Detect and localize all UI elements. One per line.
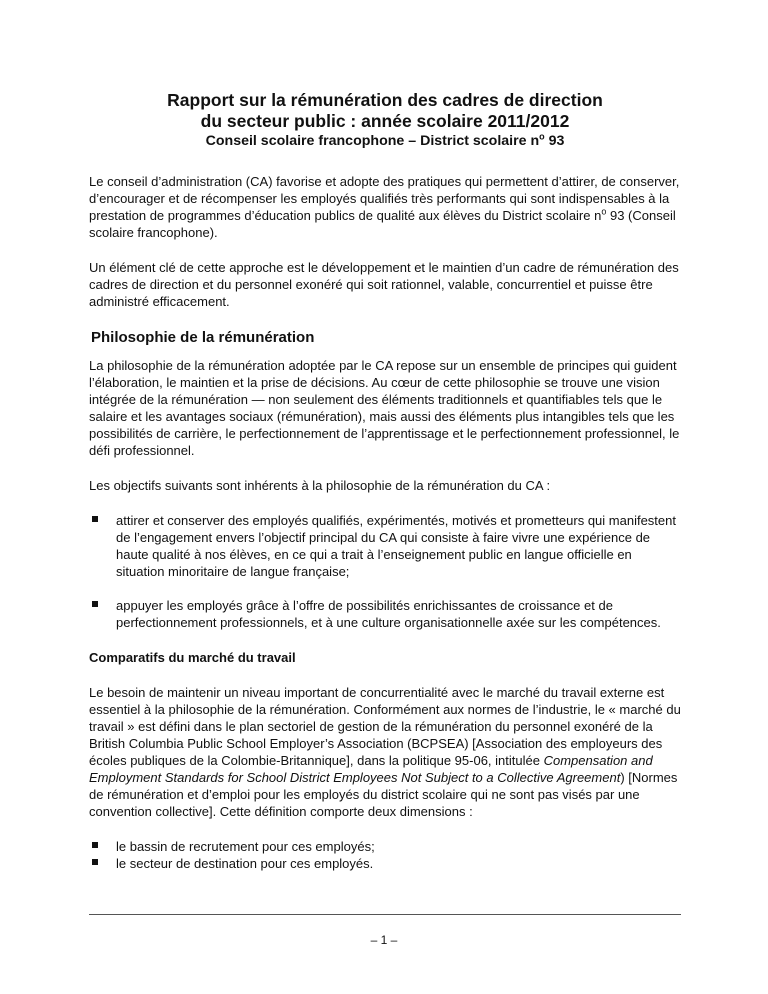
list-item [89, 838, 681, 855]
square-bullet-icon [92, 842, 98, 848]
philosophy-paragraph-2: Les objectifs suivants sont inhérents à la philosophie de la rémunération du CA : [89, 478, 551, 493]
section-heading-philosophy: Philosophie de la rémunération [91, 329, 315, 346]
market-text-b: ) [Normes de rémunération et d’emploi pour les employés du district scolaire qui ne sont pas visés par une convention collective]. Cette définition comporte deux dimensions : [89, 770, 678, 819]
intro-p1-superscript: o [601, 206, 607, 217]
square-bullet-icon [92, 516, 98, 522]
list-item-text: appuyer les employés grâce à l’offre de possibilités enrichissantes de croissance et de perfectionnement professionnels, et à une culture organisationnelle axée sur les compétences. [116, 598, 661, 630]
intro-p1-text: Le conseil d’administration (CA) favorise et adopte des pratiques qui permettent d’attirer, de conserver, d’encourager et de récompenser les employés qualifiés très performants qui sont indispensables à la prestation de programmes d’éducation publics de qualité aux élèves du District scolaire n [89, 174, 680, 223]
list-item [89, 855, 681, 872]
list-item [89, 597, 681, 631]
market-policy-title: Compensation and Employment Standards for School District Employees Not Subject to a Collective Agreement [89, 753, 653, 785]
square-bullet-icon [92, 859, 98, 865]
subtitle-text: Conseil scolaire francophone – District scolaire n [205, 133, 540, 149]
report-title [89, 90, 681, 132]
market-paragraph [89, 684, 681, 820]
market-text-a: Le besoin de maintenir un niveau important de concurrentialité avec le marché du travail externe est essentiel à la philosophie de la rémunération. Conformément aux normes de l’industrie, le « marché du travail » est défini dans le plan sectoriel de gestion de la rémunération du personnel exonéré de la British Columbia Public School Employer’s Association (BCPSEA) [Association des employeurs des écoles publiques de la Colombie-Britannique], dans la politique 95-06, intitulée [89, 685, 681, 768]
intro-paragraph-1 [89, 173, 681, 241]
intro-p1-tail: 93 (Conseil scolaire francophone). [89, 208, 676, 240]
intro-paragraph-2: Un élément clé de cette approche est le développement et le maintien d’un cadre de rémunération des cadres de direction et du personnel exonéré qui soit rationnel, valable, concurrentiel et puisse être administré efficacement. [89, 260, 679, 309]
title-line-1: Rapport sur la rémunération des cadres de direction [167, 90, 603, 110]
list-item-text: le secteur de destination pour ces employés. [116, 856, 374, 871]
report-subtitle [89, 132, 681, 150]
list-item-text: le bassin de recrutement pour ces employés; [116, 839, 375, 854]
list-item-text: attirer et conserver des employés qualifiés, expérimentés, motivés et prometteurs qui manifestent de l’engagement envers l’objectif principal du CA qui consiste à faire vivre une expérience de haute qualité à nos élèves, en ce qui a trait à l’enseignement public en langue officielle en situation minoritaire de langue française; [116, 513, 676, 579]
title-line-2: du secteur public : année scolaire 2011/2012 [200, 111, 570, 131]
section-heading-market: Comparatifs du marché du travail [89, 650, 296, 665]
objectives-list [89, 512, 681, 631]
square-bullet-icon [92, 601, 98, 607]
footer-divider [89, 914, 681, 915]
document-page [89, 90, 681, 872]
subtitle-number: 93 [544, 133, 565, 149]
list-item [89, 512, 681, 580]
page-number: – 1 – [370, 933, 398, 947]
subtitle-superscript: o [539, 131, 545, 142]
philosophy-paragraph-1: La philosophie de la rémunération adoptée par le CA repose sur un ensemble de principes qui guident l’élaboration, le maintien et la prise de décisions. Au cœur de cette philosophie se trouve une vision intégrée de la rémunération — non seulement des éléments traditionnels et quantifiables tels que le salaire et les avantages sociaux (rémunération), mais aussi des éléments plus intangibles tels que les possibilités de carrière, le perfectionnement de l’apprentissage et le perfectionnement professionnel, le défi professionnel. [89, 358, 680, 458]
dimensions-list [89, 838, 681, 872]
